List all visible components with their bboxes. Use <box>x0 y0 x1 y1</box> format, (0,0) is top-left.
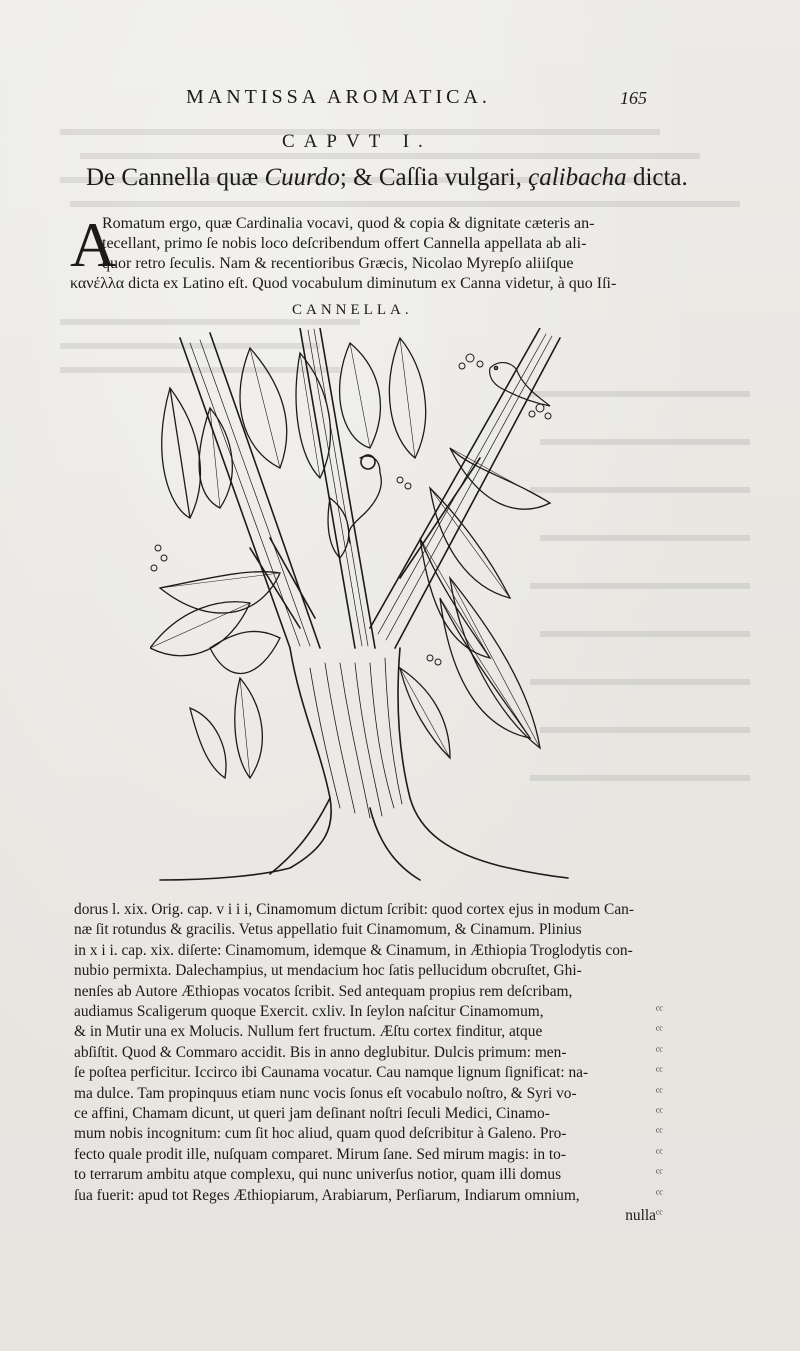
body-line: audiamus Scaligerum quoque Exercit. cxliv. In ſeylon naſcitur Cinamomum, <box>74 1003 544 1020</box>
running-head <box>0 86 800 112</box>
quotation-mark: ᶜᶜ <box>656 1124 663 1140</box>
intro-line: tecellant, primo ſe nobis loco deſcribendum offert Cannella appellata ab ali- <box>102 235 587 252</box>
quotation-mark: ᶜᶜ <box>656 1042 663 1058</box>
quotation-mark: ᶜᶜ <box>656 1083 663 1099</box>
body-line: ſe poſtea perficitur. Iccirco ibi Caunama vocatur. Cau namque lignum ſignificat: na- <box>74 1064 589 1082</box>
body-line: ma dulce. Tam propinquus etiam nunc vocis ſonus eſt vocabulo noſtro, & Syri vo- <box>74 1084 577 1102</box>
body-line: abſiſtit. Quod & Commaro accidit. Bis in anno deglubitur. Dulcis primum: men- <box>74 1043 567 1061</box>
heading-italic-part: çalibacha <box>528 164 627 191</box>
page-number: 165 <box>620 88 647 108</box>
intro-line: Romatum ergo, quæ Cardinalia vocavi, quod & copia & dignitate cæteris an- <box>102 215 595 232</box>
body-line: nubio permixta. Dalechampius, ut mendacium hoc ſatis pellucidum obcruſtet, Ghi- <box>74 962 582 980</box>
running-head-title: MANTISSA AROMATICA. <box>186 86 491 108</box>
body-line: & in Mutir una ex Molucis. Nullum fert fructum. Æſtu cortex finditur, atque <box>74 1023 543 1041</box>
intro-line: κανέλλα dicta ex Latino eſt. Quod vocabulum diminutum ex Canna videtur, à quo Iſi- <box>70 275 617 292</box>
quotation-mark: ᶜᶜ <box>656 1144 663 1160</box>
body-line: ce affini, Chamam dicunt, ut queri jam deſinant noſtri ſeculi Medici, Cinamo- <box>74 1105 550 1122</box>
heading-part: De Cannella quæ <box>86 164 265 191</box>
body-line: næ ſit rotundus & gracilis. Vetus appellatio fuit Cinamomum, & Cinamum. Plinius <box>74 921 582 939</box>
intro-line: quor retro ſeculis. Nam & recentioribus Græcis, Nicolao Myrepſo aliiſque <box>102 255 574 272</box>
body-line: fecto quale prodit ille, nuſquam comparet. Mirum ſane. Sed mirum magis: in to- <box>74 1145 566 1163</box>
drop-cap: A <box>70 209 117 280</box>
quotation-mark: ᶜᶜ <box>656 1206 663 1221</box>
body-line: nenſes ab Autore Æthiopas vocatos ſcribit. Sed antequam propius rem deſcribam, <box>74 982 573 1000</box>
quotation-mark: ᶜᶜ <box>656 1063 663 1079</box>
body-line: to terrarum ambitu atque complexu, qui nunc univerſus notior, quam illi domus <box>74 1166 562 1184</box>
chapter-label: CAPVT I. <box>282 131 432 152</box>
body-line: dorus l. xix. Orig. cap. v i i i, Cinamomum dictum ſcribit: quod cortex ejus in modum Can- <box>74 901 634 918</box>
cinnamon-tree-woodcut <box>150 328 570 888</box>
quotation-mark: ᶜᶜ <box>656 1165 663 1181</box>
body-line: ſua fuerit: apud tot Reges Æthiopiarum, Arabiarum, Perſiarum, Indiarum omnium, <box>74 1186 580 1204</box>
heading-italic-part: Cuurdo <box>264 164 340 191</box>
heading-part: ; & Caſſia vulgari, <box>339 164 529 191</box>
body-line: mum nobis incognitum: cum ſit hoc aliud, quam quod deſcribitur à Galeno. Pro- <box>74 1125 567 1143</box>
quotation-mark: ᶜᶜ <box>656 1002 663 1017</box>
quotation-mark: ᶜᶜ <box>656 1185 663 1201</box>
quotation-mark: ᶜᶜ <box>656 1022 663 1038</box>
body-line: nulla <box>625 1207 656 1224</box>
quotation-mark: ᶜᶜ <box>656 1104 663 1119</box>
figure-caption: CANNELLA. <box>292 302 413 318</box>
body-line: in x i i. cap. xix. diſerte: Cinamomum, idemque & Cinamum, in Æthiopia Troglodytis con- <box>74 941 633 959</box>
heading-part: dicta. <box>626 164 688 191</box>
chapter-heading <box>86 164 726 192</box>
